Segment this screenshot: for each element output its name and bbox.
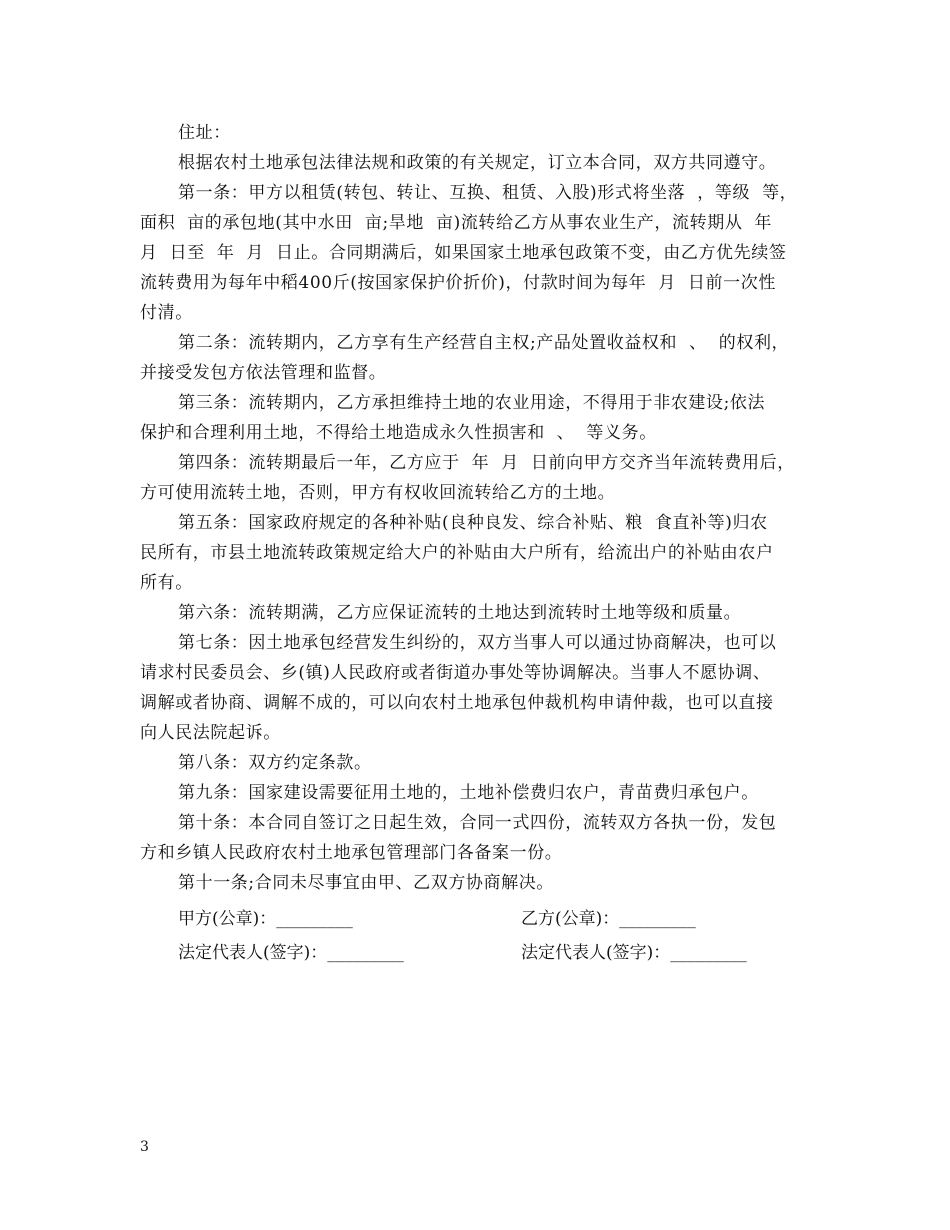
text-line: 并接受发包方依法管理和监督。 <box>140 363 387 383</box>
text-line: 第四条：流转期最后一年，乙方应于 年 月 日前向甲方交齐当年流转费用后， <box>178 453 795 473</box>
text-line: 月 日至 年 月 日止。合同期满后，如果国家土地承包政策不变，由乙方优先续签 <box>140 243 787 263</box>
contract-text <box>140 118 830 898</box>
text-line: 请求村民委员会、乡(镇)人民政府或者街道办事处等协调解决。当事人不愿协调、 <box>140 663 771 683</box>
text-line: 民所有，市县土地流转政策规定给大户的补贴由大户所有，给流出户的补贴由农户 <box>140 543 774 563</box>
signature-row-seals <box>140 902 830 936</box>
text-line: 面积 亩的承包地(其中水田 亩;旱地 亩)流转给乙方从事农业生产，流转期从 年 <box>140 213 773 233</box>
text-line: 方可使用流转土地，否则，甲方有权收回流转给乙方的土地。 <box>140 483 616 503</box>
text-line: 第八条：双方约定条款。 <box>178 753 372 773</box>
text-line: 流转费用为每年中稻400斤(按国家保护价折价)，付款时间为每年 月 日前一次性 <box>140 273 776 293</box>
party-b-seal-field: 乙方(公章)：_________ <box>521 909 696 929</box>
text-line: 第三条：流转期内，乙方承担维持土地的农业用途，不得用于非农建设;依法 <box>178 393 766 413</box>
text-line: 付清。 <box>140 303 193 323</box>
text-line: 第六条：流转期满，乙方应保证流转的土地达到流转时土地等级和质量。 <box>178 603 742 623</box>
text-line: 第七条：因土地承包经营发生纠纷的，双方当事人可以通过协商解决，也可以 <box>178 633 777 653</box>
text-line: 住址： <box>178 123 231 143</box>
text-line: 第一条：甲方以租赁(转包、转让、互换、租赁、入股)形式将坐落 ，等级 等， <box>178 183 798 203</box>
text-line: 方和乡镇人民政府农村土地承包管理部门各备案一份。 <box>140 843 563 863</box>
text-line: 第五条：国家政府规定的各种补贴(良种良发、综合补贴、粮 食直补等)归农 <box>178 513 768 533</box>
text-line: 第十条：本合同自签订之日起生效，合同一式四份，流转双方各执一份，发包 <box>178 813 777 833</box>
text-line: 保护和合理利用土地，不得给土地造成永久性损害和 、 等义务。 <box>140 423 657 443</box>
party-b-representative-field: 法定代表人(签字)：_________ <box>521 943 747 963</box>
text-line: 根据农村土地承包法律法规和政策的有关规定，订立本合同，双方共同遵守。 <box>178 153 777 173</box>
text-line: 调解或者协商、调解不成的，可以向农村土地承包仲裁机构申请仲裁，也可以直接 <box>140 693 774 713</box>
text-line: 第十一条;合同未尽事宜由甲、乙双方协商解决。 <box>178 873 554 893</box>
text-line: 所有。 <box>140 573 193 593</box>
party-a-representative-field: 法定代表人(签字)：_________ <box>178 943 404 963</box>
text-line: 第九条：国家建设需要征用土地的，土地补偿费归农户，青苗费归承包户。 <box>178 783 759 803</box>
text-line: 向人民法院起诉。 <box>140 723 281 743</box>
contract-body <box>140 118 830 970</box>
page-number: 3 <box>140 1139 149 1155</box>
party-a-seal-field: 甲方(公章)：_________ <box>178 909 353 929</box>
text-line: 第二条：流转期内，乙方享有生产经营自主权;产品处置收益权和 、 的权利， <box>178 333 790 353</box>
signature-row-representatives <box>140 936 830 970</box>
